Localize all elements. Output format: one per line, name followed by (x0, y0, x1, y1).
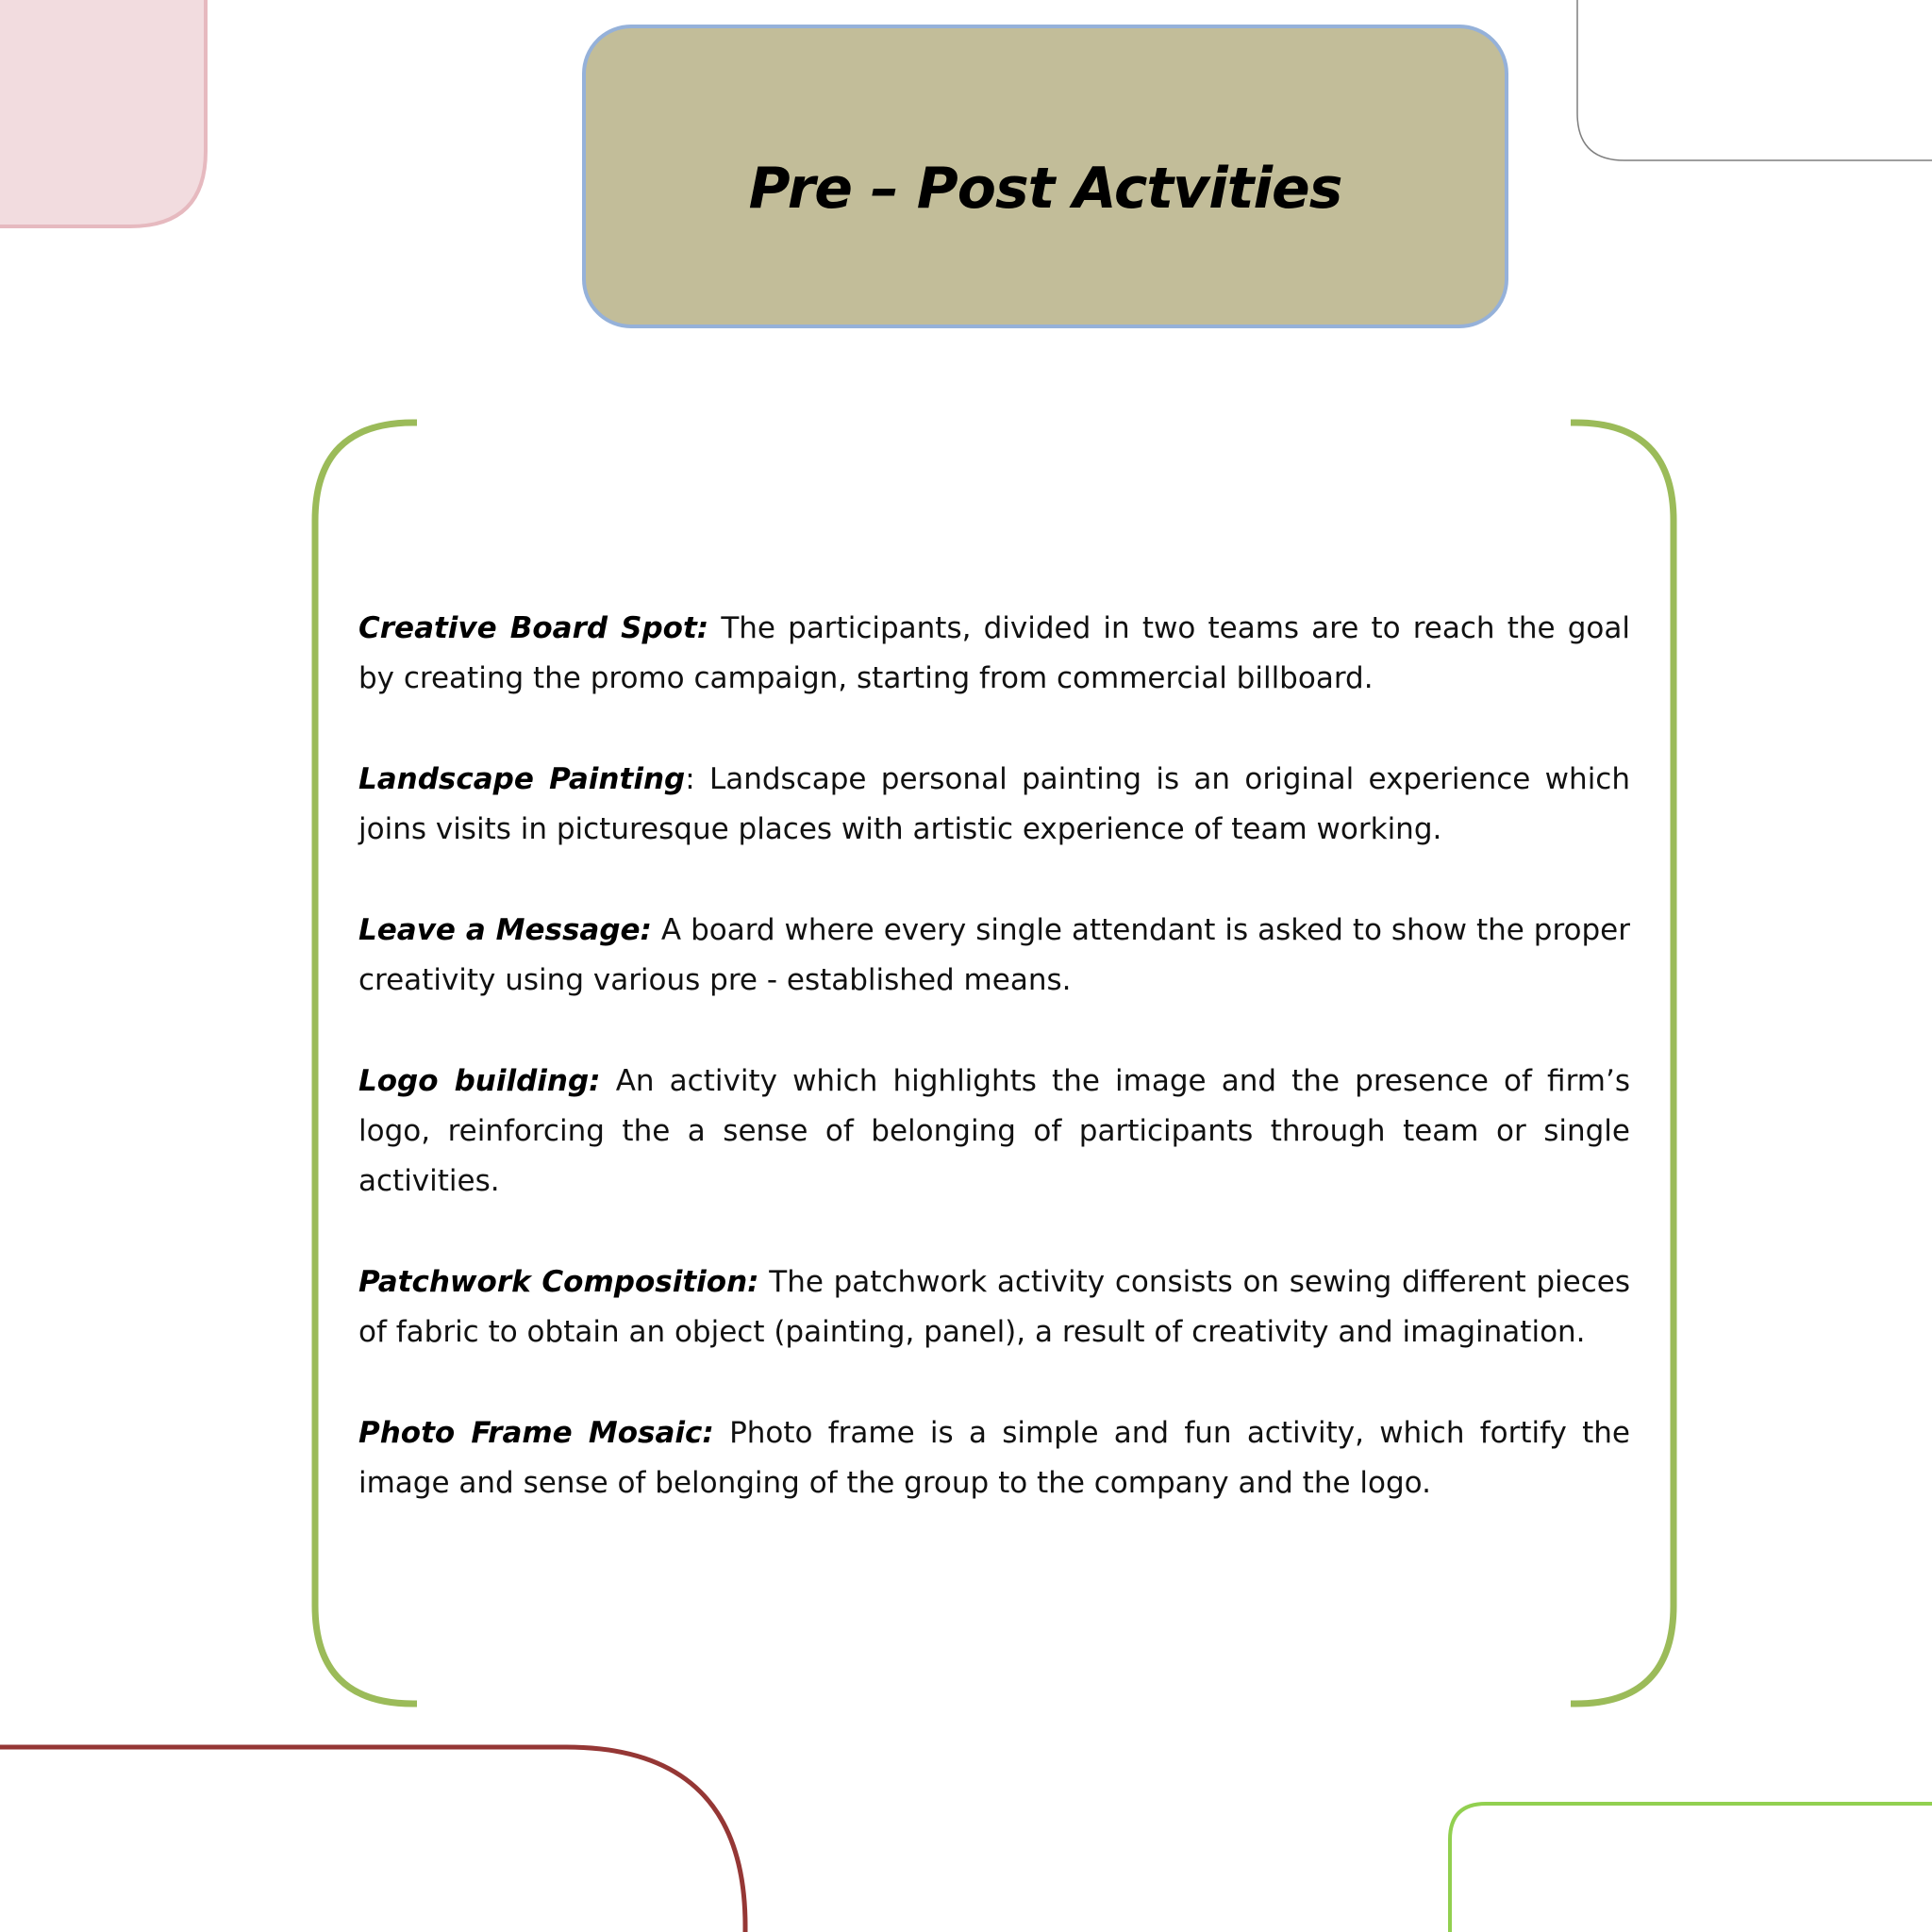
page-title: Pre – Post Actvities (748, 156, 1342, 222)
activity-description: Photo frame is a simple and fun activity, which fortify the image and sense of belonging of the group to the company and the logo. (358, 1416, 1630, 1500)
title-box (582, 25, 1508, 328)
dark-red-arc (0, 1747, 745, 1932)
activity-item (358, 755, 1630, 855)
activity-item (358, 1057, 1630, 1207)
activity-term: Logo building: (358, 1064, 601, 1098)
activity-description: : Landscape personal painting is an original experience which joins visits in picturesque places with artistic experience of team working. (358, 762, 1630, 846)
activity-description: An activity which highlights the image and the presence of firm’s logo, reinforcing the a sense of belonging of participants through team or single activities. (358, 1064, 1630, 1198)
activity-term: Landscape Painting (358, 762, 686, 796)
gray-corner-line (1577, 0, 1932, 160)
activity-item (358, 604, 1630, 704)
activity-description: The patchwork activity consists on sewing different pieces of fabric to obtain an object (painting, panel), a result of creativity and imagination. (358, 1265, 1630, 1349)
activity-term: Leave a Message: (358, 913, 652, 947)
activity-item (358, 1408, 1630, 1508)
activity-term: Creative Board Spot: (358, 611, 709, 645)
activity-item (358, 906, 1630, 1006)
activity-description: The participants, divided in two teams are to reach the goal by creating the promo campaign, starting from commercial billboard. (358, 611, 1630, 695)
green-corner-line (1450, 1804, 1932, 1932)
activity-term: Patchwork Composition: (358, 1265, 759, 1299)
pink-corner-shape (0, 0, 206, 226)
activity-term: Photo Frame Mosaic: (358, 1416, 714, 1450)
activities-list (358, 604, 1630, 1559)
activity-item (358, 1257, 1630, 1357)
activity-description: A board where every single attendant is asked to show the proper creativity using various pre - established means. (358, 913, 1630, 997)
